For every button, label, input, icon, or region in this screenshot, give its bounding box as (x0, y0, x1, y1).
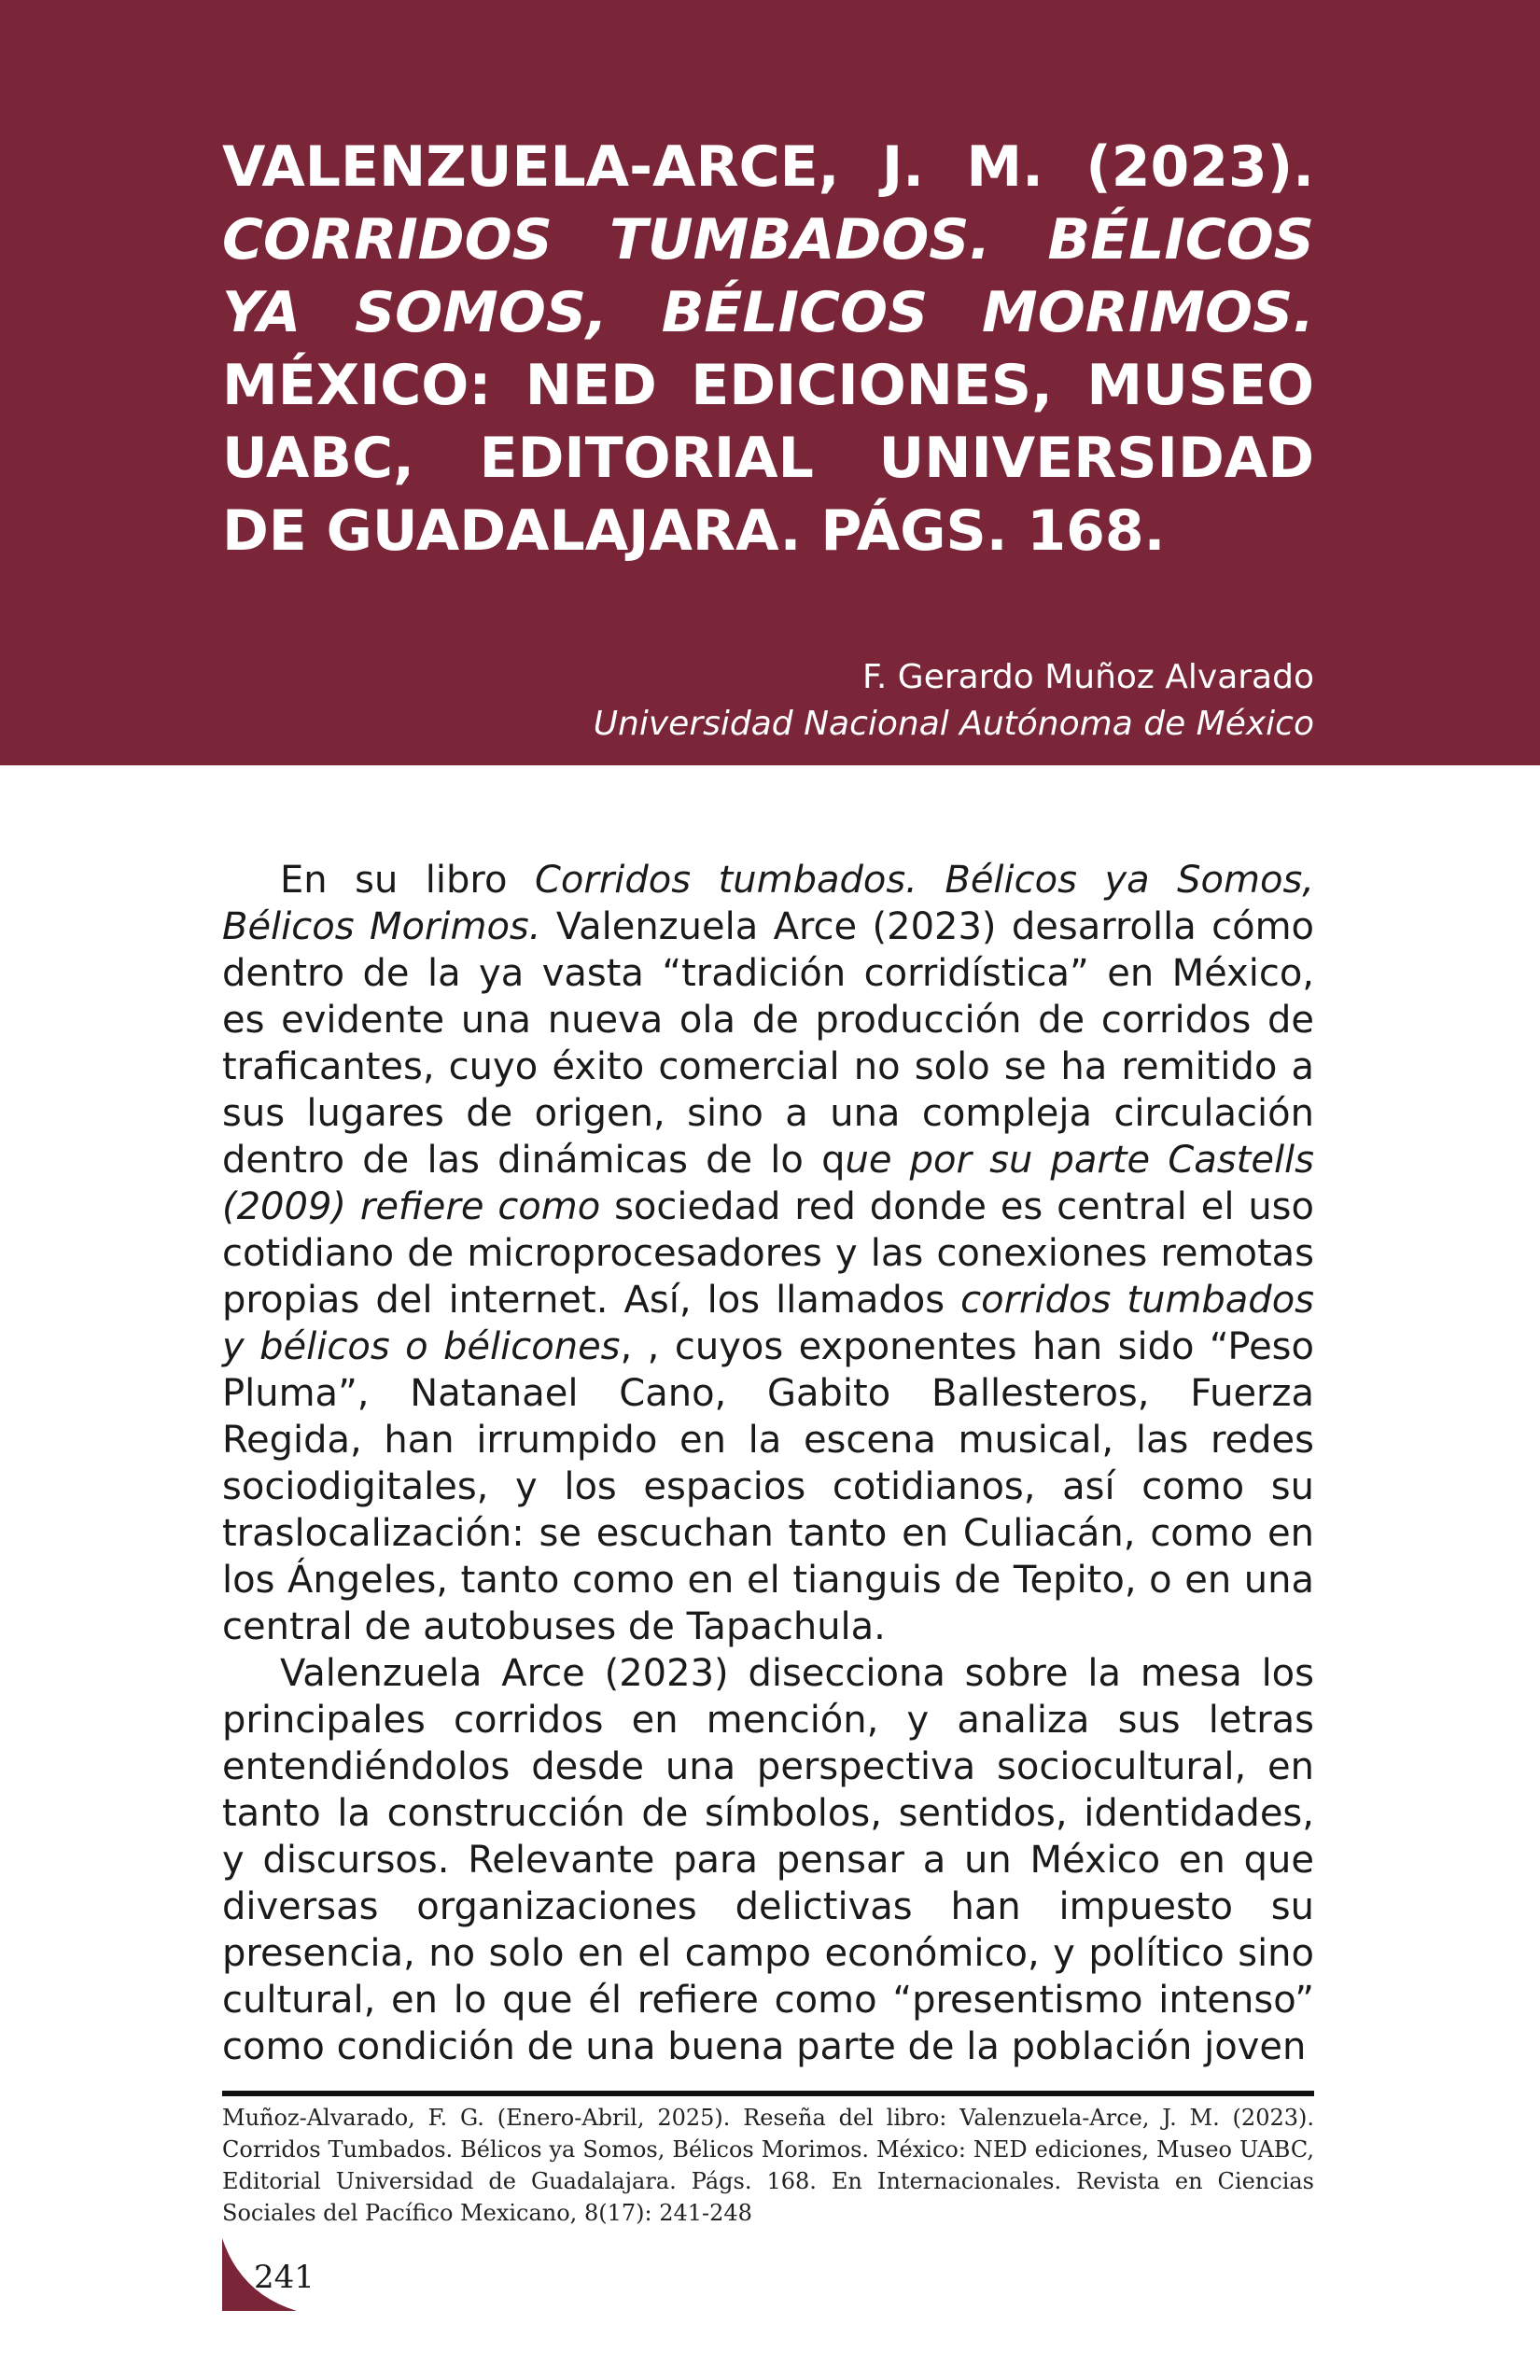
italic-run: Corridos tumbados. Bélicos ya Somos, Bélicos Morimos. (222, 859, 1314, 948)
page-title (222, 131, 1314, 567)
text-run: En su libro (280, 859, 535, 902)
title-text: VALENZUELA-ARCE, J. M. (2023). (222, 134, 1314, 200)
text-run: Valenzuela Arce (2023) desarrolla cómo dentro de la ya vasta “tradición corridística” en México, es evidente una nueva ola de producción de corridos de traficantes, cuyo éxito comercial no solo se ha remitido a sus lugares de origen, sino a una compleja circulación dentro de las dinámicas de lo q (222, 905, 1314, 1182)
text-run: sociedad red donde es central el uso cotidiano de microprocesadores y las conexiones remotas propias del internet. Así, los llamados (222, 1185, 1314, 1322)
review-body (222, 857, 1314, 2070)
text-run: , , cuyos exponentes han sido “Peso Pluma”, Natanael Cano, Gabito Ballesteros, Fuerza Regida, han irrumpido en la escena musical, las redes sociodigitales, y los espacios cotidianos, así como su traslocalización: se escuchan tanto en Culiacán, como en los Ángeles, tanto como en el tianguis de Tepito, o en una central de autobuses de Tapachula. (222, 1325, 1314, 1648)
page-number: 241 (254, 2259, 315, 2296)
paragraph-2: Valenzuela Arce (2023) disecciona sobre la mesa los principales corridos en mención, y analiza sus letras entendiéndolos desde una perspectiva sociocultural, en tanto la construcción de símbolos, sentidos, identidades, y discursos. Relevante para pensar a un México en que diversas organizaciones delictivas han impuesto su presencia, no solo en el campo económico, y político sino cultural, en lo que él refiere como “presentismo intenso” como condición de una buena parte de la población joven (222, 1652, 1314, 2068)
italic-run: corridos tumbados y bélicos o bélicones (222, 1279, 1315, 1368)
author-name: F. Gerardo Muñoz Alvarado (862, 658, 1314, 696)
paragraph-1 (222, 857, 1314, 1650)
title-publisher: MÉXICO: NED EDICIONES, MUSEO UABC, EDITORIAL UNIVERSIDAD DE GUADALAJARA. PÁGS. 168. (222, 353, 1314, 564)
author-affiliation: Universidad Nacional Autónoma de México (593, 705, 1314, 743)
italic-run: ue por su parte Castells (2009) refiere como (222, 1139, 1315, 1228)
citation-footnote: Muñoz-Alvarado, F. G. (Enero-Abril, 2025). Reseña del libro: Valenzuela-Arce, J. M. (2023). Corridos Tumbados. Bélicos ya Somos, Bélicos Morimos. México: NED ediciones, Museo UABC, Editorial Universidad de Guadalajara. Págs. 168. En Internacionales. Revista en Ciencias Sociales del Pacífico Mexicano, 8(17): 241-248 (222, 2105, 1314, 2226)
title-book-italic: CORRIDOS TUMBADOS. BÉLICOS YA SOMOS, BÉLICOS MORIMOS. (222, 207, 1314, 345)
footer-rule (222, 2091, 1314, 2096)
header-banner (0, 0, 1540, 765)
